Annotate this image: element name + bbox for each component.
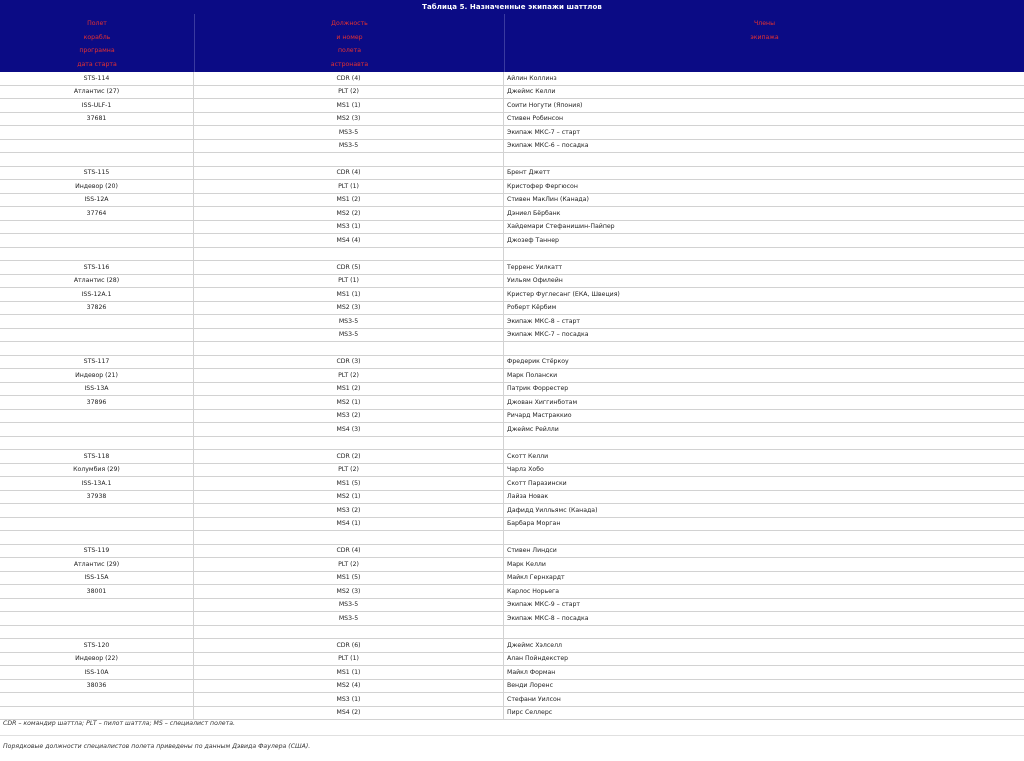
- table-row: [0, 450, 1024, 464]
- crew-member-cell: Дафидд Уилльямс (Канада): [504, 504, 1024, 518]
- position-cell: MS3 (2): [194, 504, 504, 518]
- position-cell: PLT (2): [194, 85, 504, 99]
- header-position-line: астронавта: [330, 60, 369, 68]
- table-row: [0, 153, 1024, 167]
- header-flight-line: Полет: [87, 20, 107, 27]
- crew-member-cell: Кристофер Фергюсон: [504, 180, 1024, 194]
- crew-member-cell: Экипаж МКС-8 – старт: [504, 315, 1024, 329]
- crew-member-cell: Кристер Фуглесанг (ЕКА, Швеция): [504, 288, 1024, 302]
- flight-cell: [0, 153, 194, 167]
- position-cell: MS2 (1): [194, 396, 504, 410]
- crew-member-cell: [504, 247, 1024, 261]
- table-row: [0, 261, 1024, 275]
- flight-cell: 38001: [0, 585, 194, 599]
- table-row: [0, 301, 1024, 315]
- position-cell: MS3-5: [194, 598, 504, 612]
- position-cell: MS4 (4): [194, 234, 504, 248]
- header-position-line: Должность: [331, 20, 368, 27]
- position-cell: MS1 (1): [194, 288, 504, 302]
- flight-cell: STS-119: [0, 544, 194, 558]
- header-flight: [0, 14, 195, 72]
- crew-member-cell: Стефани Уилсон: [504, 693, 1024, 707]
- crew-member-cell: Ричард Мастраккио: [504, 409, 1024, 423]
- header-flight-line: програмна: [79, 47, 115, 54]
- position-cell: MS1 (5): [194, 571, 504, 585]
- crew-member-cell: Экипаж МКС-7 – старт: [504, 126, 1024, 140]
- table-row: [0, 234, 1024, 248]
- flight-cell: Атлантис (29): [0, 558, 194, 572]
- crew-member-cell: [504, 342, 1024, 356]
- table-row: [0, 328, 1024, 342]
- position-cell: [194, 342, 504, 356]
- position-cell: MS2 (3): [194, 301, 504, 315]
- position-cell: [194, 153, 504, 167]
- header-position-line: полета: [338, 47, 361, 54]
- crew-member-cell: Терренс Уилкатт: [504, 261, 1024, 275]
- position-cell: MS3-5: [194, 612, 504, 626]
- table-row: [0, 652, 1024, 666]
- position-cell: MS3 (2): [194, 409, 504, 423]
- position-cell: CDR (4): [194, 166, 504, 180]
- flight-cell: [0, 220, 194, 234]
- position-cell: MS3-5: [194, 328, 504, 342]
- table-row: [0, 693, 1024, 707]
- table-row: [0, 274, 1024, 288]
- table-row: [0, 612, 1024, 626]
- table-row: [0, 409, 1024, 423]
- crew-member-cell: Алан Пойндекстер: [504, 652, 1024, 666]
- header-flight-line: дата старта: [77, 60, 117, 68]
- position-cell: CDR (5): [194, 261, 504, 275]
- crew-member-cell: Скотт Паразински: [504, 477, 1024, 491]
- table-row: [0, 396, 1024, 410]
- flight-cell: Индевор (22): [0, 652, 194, 666]
- header-flight-line: корабль: [83, 33, 111, 41]
- source-note: Порядковые должности специалистов полета приведены по данным Дэвида Фаулера (США).: [3, 743, 311, 750]
- crew-member-cell: Карлос Норьега: [504, 585, 1024, 599]
- header-crew-line: экипажа: [750, 33, 779, 41]
- crew-member-cell: Экипаж МКС-9 – старт: [504, 598, 1024, 612]
- table-row: [0, 72, 1024, 85]
- table-row: [0, 436, 1024, 450]
- crew-member-cell: Джеймс Рейлли: [504, 423, 1024, 437]
- flight-cell: [0, 517, 194, 531]
- position-cell: PLT (1): [194, 652, 504, 666]
- flight-cell: ISS-12A.1: [0, 288, 194, 302]
- flight-cell: Колумбия (29): [0, 463, 194, 477]
- crew-member-cell: Джеймс Хэлселл: [504, 639, 1024, 653]
- flight-cell: ISS-12A: [0, 193, 194, 207]
- position-cell: PLT (2): [194, 463, 504, 477]
- crew-member-cell: Экипаж МКС-8 – посадка: [504, 612, 1024, 626]
- crew-member-cell: Патрик Форрестер: [504, 382, 1024, 396]
- header-crew: [505, 14, 1024, 72]
- flight-cell: Индевор (20): [0, 180, 194, 194]
- table-row: [0, 342, 1024, 356]
- table-row: [0, 571, 1024, 585]
- position-cell: MS1 (1): [194, 99, 504, 113]
- flight-cell: 37681: [0, 112, 194, 126]
- flight-cell: [0, 139, 194, 153]
- flight-cell: 37938: [0, 490, 194, 504]
- position-cell: MS2 (2): [194, 207, 504, 221]
- table-row: [0, 463, 1024, 477]
- crew-member-cell: Майкл Гернхардт: [504, 571, 1024, 585]
- crew-member-cell: Джеймс Келли: [504, 85, 1024, 99]
- table-row: [0, 517, 1024, 531]
- position-cell: [194, 436, 504, 450]
- flight-cell: [0, 328, 194, 342]
- position-cell: MS2 (3): [194, 112, 504, 126]
- table-row: [0, 207, 1024, 221]
- table-row: [0, 639, 1024, 653]
- position-cell: [194, 625, 504, 639]
- table-row: [0, 166, 1024, 180]
- position-cell: CDR (4): [194, 72, 504, 85]
- flight-cell: [0, 598, 194, 612]
- flight-cell: STS-114: [0, 72, 194, 85]
- position-cell: MS4 (2): [194, 706, 504, 720]
- table-row: [0, 423, 1024, 437]
- table-row: [0, 558, 1024, 572]
- flight-cell: STS-120: [0, 639, 194, 653]
- crew-member-cell: Брент Джетт: [504, 166, 1024, 180]
- flight-cell: STS-115: [0, 166, 194, 180]
- divider: [0, 735, 1024, 736]
- flight-cell: [0, 504, 194, 518]
- position-cell: PLT (2): [194, 558, 504, 572]
- flight-cell: 38036: [0, 679, 194, 693]
- header-crew-line: Члены: [754, 20, 775, 27]
- header-position: [195, 14, 505, 72]
- position-cell: MS2 (4): [194, 679, 504, 693]
- flight-cell: STS-117: [0, 355, 194, 369]
- crew-member-cell: Экипаж МКС-7 – посадка: [504, 328, 1024, 342]
- crew-member-cell: [504, 625, 1024, 639]
- flight-cell: [0, 342, 194, 356]
- header-position-line: и номер: [336, 33, 363, 41]
- crew-member-cell: Венди Лоренс: [504, 679, 1024, 693]
- crew-member-cell: Экипаж МКС-6 – посадка: [504, 139, 1024, 153]
- flight-cell: 37826: [0, 301, 194, 315]
- flight-cell: [0, 234, 194, 248]
- table-row: [0, 666, 1024, 680]
- position-cell: CDR (2): [194, 450, 504, 464]
- table-row: [0, 85, 1024, 99]
- position-cell: MS1 (2): [194, 193, 504, 207]
- flight-cell: STS-116: [0, 261, 194, 275]
- crew-member-cell: Пирс Селлерс: [504, 706, 1024, 720]
- crew-member-cell: Майкл Форман: [504, 666, 1024, 680]
- table-header: [0, 14, 1024, 72]
- crew-member-cell: Уильям Офилейн: [504, 274, 1024, 288]
- crew-member-cell: Стивен МакЛин (Канада): [504, 193, 1024, 207]
- flight-cell: ISS-ULF-1: [0, 99, 194, 113]
- flight-cell: Атлантис (28): [0, 274, 194, 288]
- table-row: [0, 126, 1024, 140]
- position-cell: MS3-5: [194, 315, 504, 329]
- table-row: [0, 247, 1024, 261]
- table-row: [0, 531, 1024, 545]
- table-row: [0, 477, 1024, 491]
- flight-cell: ISS-10A: [0, 666, 194, 680]
- table-row: [0, 369, 1024, 383]
- position-cell: MS3 (1): [194, 220, 504, 234]
- table-title: Таблица 5. Назначенные экипажи шаттлов: [0, 0, 1024, 14]
- position-cell: MS4 (3): [194, 423, 504, 437]
- flight-cell: [0, 531, 194, 545]
- table-row: [0, 139, 1024, 153]
- crew-member-cell: Дэниел Бёрбанк: [504, 207, 1024, 221]
- flight-cell: [0, 436, 194, 450]
- table-row: [0, 288, 1024, 302]
- position-cell: MS2 (1): [194, 490, 504, 504]
- table-row: [0, 99, 1024, 113]
- position-cell: MS2 (3): [194, 585, 504, 599]
- position-cell: MS1 (2): [194, 382, 504, 396]
- crew-member-cell: [504, 531, 1024, 545]
- crew-member-cell: Барбара Морган: [504, 517, 1024, 531]
- flight-cell: ISS-13A: [0, 382, 194, 396]
- crew-member-cell: Чарлз Хобо: [504, 463, 1024, 477]
- crew-member-cell: Хайдемари Стефанишин-Пайпер: [504, 220, 1024, 234]
- flight-cell: 37764: [0, 207, 194, 221]
- table-row: [0, 679, 1024, 693]
- flight-cell: Индевор (21): [0, 369, 194, 383]
- crew-member-cell: Джозеф Таннер: [504, 234, 1024, 248]
- crew-table: [0, 72, 1024, 720]
- position-cell: PLT (1): [194, 180, 504, 194]
- crew-member-cell: Стивен Линдси: [504, 544, 1024, 558]
- flight-cell: ISS-13A.1: [0, 477, 194, 491]
- crew-member-cell: Скотт Келли: [504, 450, 1024, 464]
- table-row: [0, 585, 1024, 599]
- table-row: [0, 180, 1024, 194]
- abbreviation-note: CDR – командир шаттла; PLT – пилот шаттла; MS – специалист полета.: [3, 720, 235, 727]
- position-cell: CDR (6): [194, 639, 504, 653]
- position-cell: CDR (3): [194, 355, 504, 369]
- position-cell: CDR (4): [194, 544, 504, 558]
- crew-member-cell: Стивен Робинсон: [504, 112, 1024, 126]
- table-row: [0, 598, 1024, 612]
- crew-member-cell: Марк Полански: [504, 369, 1024, 383]
- position-cell: MS3 (1): [194, 693, 504, 707]
- flight-cell: 37896: [0, 396, 194, 410]
- table-row: [0, 315, 1024, 329]
- crew-member-cell: [504, 436, 1024, 450]
- crew-member-cell: Джован Хиггинботам: [504, 396, 1024, 410]
- table-row: [0, 193, 1024, 207]
- table-row: [0, 544, 1024, 558]
- table-row: [0, 220, 1024, 234]
- position-cell: [194, 531, 504, 545]
- position-cell: MS1 (1): [194, 666, 504, 680]
- flight-cell: ISS-15A: [0, 571, 194, 585]
- table-row: [0, 706, 1024, 720]
- crew-member-cell: [504, 153, 1024, 167]
- position-cell: MS1 (5): [194, 477, 504, 491]
- table-row: [0, 490, 1024, 504]
- flight-cell: [0, 612, 194, 626]
- flight-cell: [0, 247, 194, 261]
- flight-cell: [0, 693, 194, 707]
- crew-member-cell: Айлин Коллинз: [504, 72, 1024, 85]
- crew-member-cell: Фредерик Стёркоу: [504, 355, 1024, 369]
- crew-member-cell: Соити Ногути (Япония): [504, 99, 1024, 113]
- flight-cell: Атлантис (27): [0, 85, 194, 99]
- table-row: [0, 382, 1024, 396]
- position-cell: MS4 (1): [194, 517, 504, 531]
- table-row: [0, 504, 1024, 518]
- crew-member-cell: Роберт Кёрбим: [504, 301, 1024, 315]
- position-cell: MS3-5: [194, 126, 504, 140]
- flight-cell: STS-118: [0, 450, 194, 464]
- flight-cell: [0, 423, 194, 437]
- position-cell: MS3-5: [194, 139, 504, 153]
- table-row: [0, 112, 1024, 126]
- table-row: [0, 625, 1024, 639]
- position-cell: PLT (1): [194, 274, 504, 288]
- crew-member-cell: Марк Келли: [504, 558, 1024, 572]
- crew-member-cell: Лайза Новак: [504, 490, 1024, 504]
- flight-cell: [0, 706, 194, 720]
- position-cell: PLT (2): [194, 369, 504, 383]
- flight-cell: [0, 409, 194, 423]
- position-cell: [194, 247, 504, 261]
- flight-cell: [0, 625, 194, 639]
- flight-cell: [0, 126, 194, 140]
- table-row: [0, 355, 1024, 369]
- flight-cell: [0, 315, 194, 329]
